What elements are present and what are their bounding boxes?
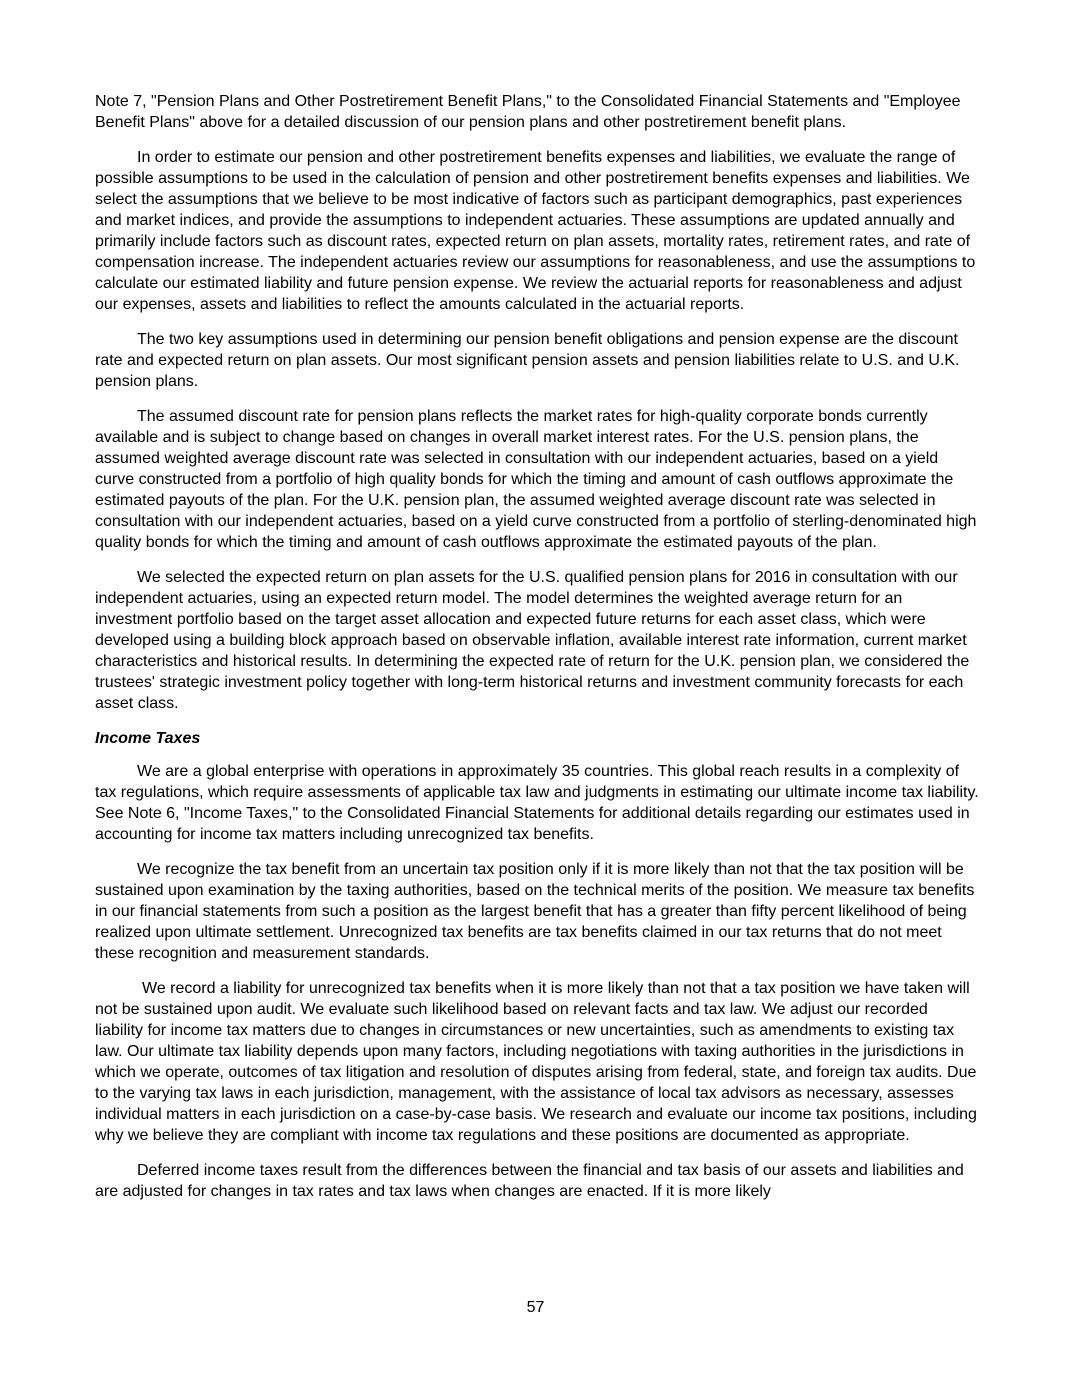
paragraph-key-assumptions: The two key assumptions used in determining our pension benefit obligations and pension expense are the discount rate and expected return on plan assets. Our most significant pension assets and pension liabilities relate to U.S. and U.K. pension plans. [95, 331, 960, 390]
paragraph-pension-assumptions: In order to estimate our pension and other postretirement benefits expenses and liabilities, we evaluate the range of possible assumptions to be used in the calculation of pension and other postretirement benefits expenses and liabilities. We select the assumptions that we believe to be most indicative of factors such as participant demographics, past experiences and market indices, and provide the assumptions to independent actuaries. These assumptions are updated annually and primarily include factors such as discount rates, expected return on plan assets, mortality rates, retirement rates, and rate of compensation increase. The independent actuaries review our assumptions for reasonableness, and use the assumptions to calculate our estimated liability and future pension expense. We review the actuarial reports for reasonableness and adjust our expenses, assets and liabilities to reflect the amounts calculated in the actuarial reports. [95, 149, 976, 313]
paragraph-pension-note-reference: Note 7, "Pension Plans and Other Postretirement Benefit Plans," to the Consolidated Financial Statements and "Employee Benefit Plans" above for a detailed discussion of our pension plans and other postretirement benefit plans. [95, 93, 961, 131]
paragraph-unrecognized-tax-liability: We record a liability for unrecognized tax benefits when it is more likely than not that a tax position we have taken will not be sustained upon audit. We evaluate such likelihood based on relevant facts and tax law. We adjust our recorded liability for income tax matters due to changes in circumstances or new uncertainties, such as amendments to existing tax law. Our ultimate tax liability depends upon many factors, including negotiations with taxing authorities in the jurisdictions in which we operate, outcomes of tax litigation and resolution of disputes arising from federal, state, and foreign tax audits. Due to the varying tax laws in each jurisdiction, management, with the assistance of local tax advisors as necessary, assesses individual matters in each jurisdiction on a case-by-case basis. We research and evaluate our income tax positions, including why we believe they are compliant with income tax regulations and these positions are documented as appropriate. [95, 980, 977, 1144]
paragraph-global-enterprise: We are a global enterprise with operations in approximately 35 countries. This global reach results in a complexity of tax regulations, which require assessments of applicable tax law and judgments in estimating our ultimate income tax liability. See Note 6, "Income Taxes," to the Consolidated Financial Statements for additional details regarding our estimates used in accounting for income tax matters including unrecognized tax benefits. [95, 763, 979, 843]
section-heading-income-taxes: Income Taxes [95, 730, 201, 747]
paragraph-deferred-income-taxes: Deferred income taxes result from the differences between the financial and tax basis of our assets and liabilities and are adjusted for changes in tax rates and tax laws when changes are enacted. If it is more likely [95, 1162, 964, 1200]
paragraph-discount-rate: The assumed discount rate for pension plans reflects the market rates for high-quality corporate bonds currently available and is subject to change based on changes in overall market interest rates. For the U.S. pension plans, the assumed weighted average discount rate was selected in consultation with our independent actuaries, based on a yield curve constructed from a portfolio of high quality bonds for which the timing and amount of cash outflows approximate the estimated payouts of the plan. For the U.K. pension plan, the assumed weighted average discount rate was selected in consultation with our independent actuaries, based on a yield curve constructed from a portfolio of sterling-denominated high quality bonds for which the timing and amount of cash outflows approximate the estimated payouts of the plan. [95, 408, 977, 551]
paragraph-expected-return: We selected the expected return on plan assets for the U.S. qualified pension plans for 2016 in consultation with our independent actuaries, using an expected return model. The model determines the weighted average return for an investment portfolio based on the target asset allocation and expected future returns for each asset class, which were developed using a building block approach based on observable inflation, available interest rate information, current market characteristics and historical results. In determining the expected rate of return for the U.K. pension plan, we considered the trustees' strategic investment policy together with long-term historical returns and investment community forecasts for each asset class. [95, 569, 970, 712]
page-number: 57 [526, 1299, 545, 1316]
document-body [95, 91, 980, 1216]
paragraph-uncertain-tax-position: We recognize the tax benefit from an uncertain tax position only if it is more likely than not that the tax position will be sustained upon examination by the taxing authorities, based on the technical merits of the position. We measure tax benefits in our financial statements from such a position as the largest benefit that has a greater than fifty percent likelihood of being realized upon ultimate settlement. Unrecognized tax benefits are tax benefits claimed in our tax returns that do not meet these recognition and measurement standards. [95, 861, 975, 962]
